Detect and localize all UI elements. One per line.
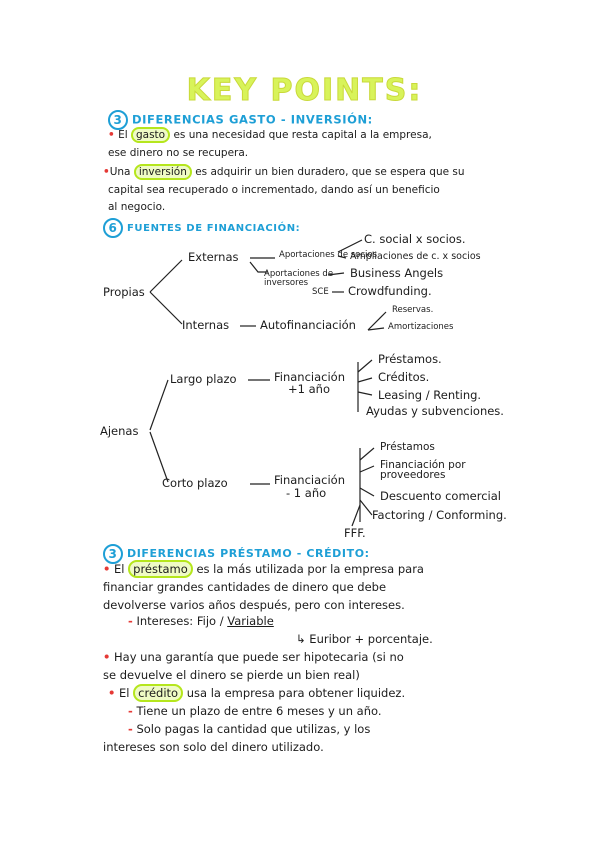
financiacion-corto-label: Financiación — [274, 473, 346, 487]
arrow-lp-leasing — [358, 392, 372, 395]
cp-item-fff: FFF. — [344, 526, 366, 540]
plazo-line — [128, 706, 382, 718]
menos-un-ano-label: - 1 año — [286, 486, 327, 500]
arrow-ajenas-largo — [150, 380, 168, 430]
lp-item-ayudas: Ayudas y subvenciones. — [366, 404, 504, 418]
prestamo-post: es la más utilizada por la empresa para — [196, 562, 424, 576]
ajenas-label: Ajenas — [100, 424, 139, 438]
financiacion-largo-label: Financiación — [274, 370, 346, 384]
intereses-fijo: Fijo / — [196, 614, 224, 628]
section-number-badge: 3 — [108, 110, 128, 130]
arrow-propias-externas — [150, 260, 182, 292]
garantia-line1 — [103, 652, 404, 664]
dash-icon: - — [128, 722, 133, 736]
section-number-badge: 3 — [103, 544, 123, 564]
corto-plazo-label: Corto plazo — [162, 476, 228, 490]
bullet-icon: • — [103, 166, 110, 178]
autofinanciacion-label: Autofinanciación — [260, 318, 356, 332]
gasto-pre: El — [118, 129, 128, 141]
page-title: KEY POINTS: — [186, 73, 423, 108]
arrow-cp-descuento — [360, 488, 374, 496]
euribor-text: Euribor + porcentaje. — [309, 632, 433, 646]
arrow-ajenas-corto — [150, 432, 168, 482]
lp-item-leasing: Leasing / Renting. — [378, 388, 482, 402]
inversion-post: es adquirir un bien duradero, que se espera que su — [195, 166, 465, 178]
garantia-text: Hay una garantía que puede ser hipotecaria (si no — [114, 650, 404, 664]
mas-un-ano-label: +1 año — [288, 382, 330, 396]
credito-post: usa la empresa para obtener liquidez. — [186, 686, 406, 700]
bullet-icon: • — [108, 686, 116, 700]
arrow-propias-internas — [150, 292, 182, 324]
section-heading-text: DIFERENCIAS GASTO - INVERSIÓN: — [132, 112, 373, 127]
pagos-text: Solo pagas la cantidad que utilizas, y los — [136, 722, 371, 736]
gasto-line2: ese dinero no se recupera. — [108, 147, 249, 159]
euribor-line — [296, 634, 433, 646]
dash-icon: - — [128, 704, 133, 718]
aportaciones-inversores-label: Aportaciones de inversores — [264, 269, 334, 288]
bullet-icon: • — [103, 650, 111, 664]
intereses-label: Intereses: — [136, 614, 194, 628]
sce-label: SCE — [312, 287, 329, 297]
lp-item-prestamos: Préstamos. — [378, 352, 442, 366]
intereses-line — [128, 616, 274, 628]
turn-arrow-icon: ↳ — [296, 632, 306, 646]
largo-plazo-label: Largo plazo — [170, 372, 237, 386]
inversion-line3: al negocio. — [108, 201, 166, 213]
aportaciones-socios-label: Aportaciones de socios — [279, 250, 378, 260]
garantia-line2: se devuelve el dinero se pierde un bien real) — [103, 668, 360, 682]
gasto-highlight: gasto — [131, 127, 170, 143]
arrow-auto-reservas — [368, 312, 386, 330]
pagos-line1 — [128, 724, 370, 736]
bullet-icon: • — [108, 129, 115, 141]
plazo-text: Tiene un plazo de entre 6 meses y un año. — [136, 704, 382, 718]
internas-label: Internas — [182, 318, 230, 332]
section-heading-text: DIFERENCIAS PRÉSTAMO - CRÉDITO: — [127, 547, 370, 560]
arrow-cp-fff — [352, 505, 360, 526]
cp-item-proveedores: Financiación por proveedores — [380, 459, 466, 481]
pagos-line2: intereses son solo del dinero utilizado. — [103, 740, 324, 754]
cp-item-factoring: Factoring / Conforming. — [372, 508, 507, 522]
arrow-lp-prestamos — [358, 360, 372, 372]
inversion-line2: capital sea recuperado o incrementado, dando así un beneficio — [108, 184, 440, 196]
credito-pre: El — [119, 686, 130, 700]
reservas-label: Reservas. — [392, 305, 434, 315]
prestamo-line2: financiar grandes cantidades de dinero que debe — [103, 580, 387, 594]
externas-label: Externas — [188, 250, 239, 264]
section-heading-text: FUENTES DE FINANCIACIÓN: — [127, 223, 301, 234]
prestamo-line3: devolverse varios años después, pero con intereses. — [103, 598, 405, 612]
gasto-post: es una necesidad que resta capital a la empresa, — [173, 129, 432, 141]
inversion-highlight: inversión — [134, 164, 192, 180]
propias-label: Propias — [103, 285, 145, 299]
arrow-cp-proveedores — [360, 466, 374, 472]
credito-highlight: crédito — [133, 684, 183, 702]
cp-item-descuento: Descuento comercial — [380, 489, 501, 503]
c-social-label: C. social x socios. — [364, 232, 466, 246]
bullet-dash-icon: • — [103, 562, 111, 576]
ampliaciones-label: Ampliaciones de c. x socios — [350, 251, 481, 262]
lp-item-creditos: Créditos. — [378, 370, 430, 384]
arrow-cp-factoring — [360, 500, 372, 515]
crowdfunding-label: Crowdfunding. — [348, 284, 432, 298]
inversion-pre: Una — [109, 166, 131, 178]
dash-icon: - — [128, 614, 133, 628]
arrow-lp-creditos — [358, 378, 372, 382]
section-number-badge: 6 — [103, 218, 123, 238]
prestamo-pre: El — [114, 562, 125, 576]
cp-item-prestamos: Préstamos — [380, 441, 435, 453]
prestamo-definition — [103, 564, 424, 576]
amortizaciones-label: Amortizaciones — [388, 322, 454, 332]
intereses-variable: Variable — [227, 614, 274, 628]
credito-definition — [108, 688, 405, 700]
arrow-cp-prestamos — [360, 448, 374, 460]
business-angels-label: Business Angels — [350, 266, 444, 280]
prestamo-highlight: préstamo — [128, 560, 193, 578]
